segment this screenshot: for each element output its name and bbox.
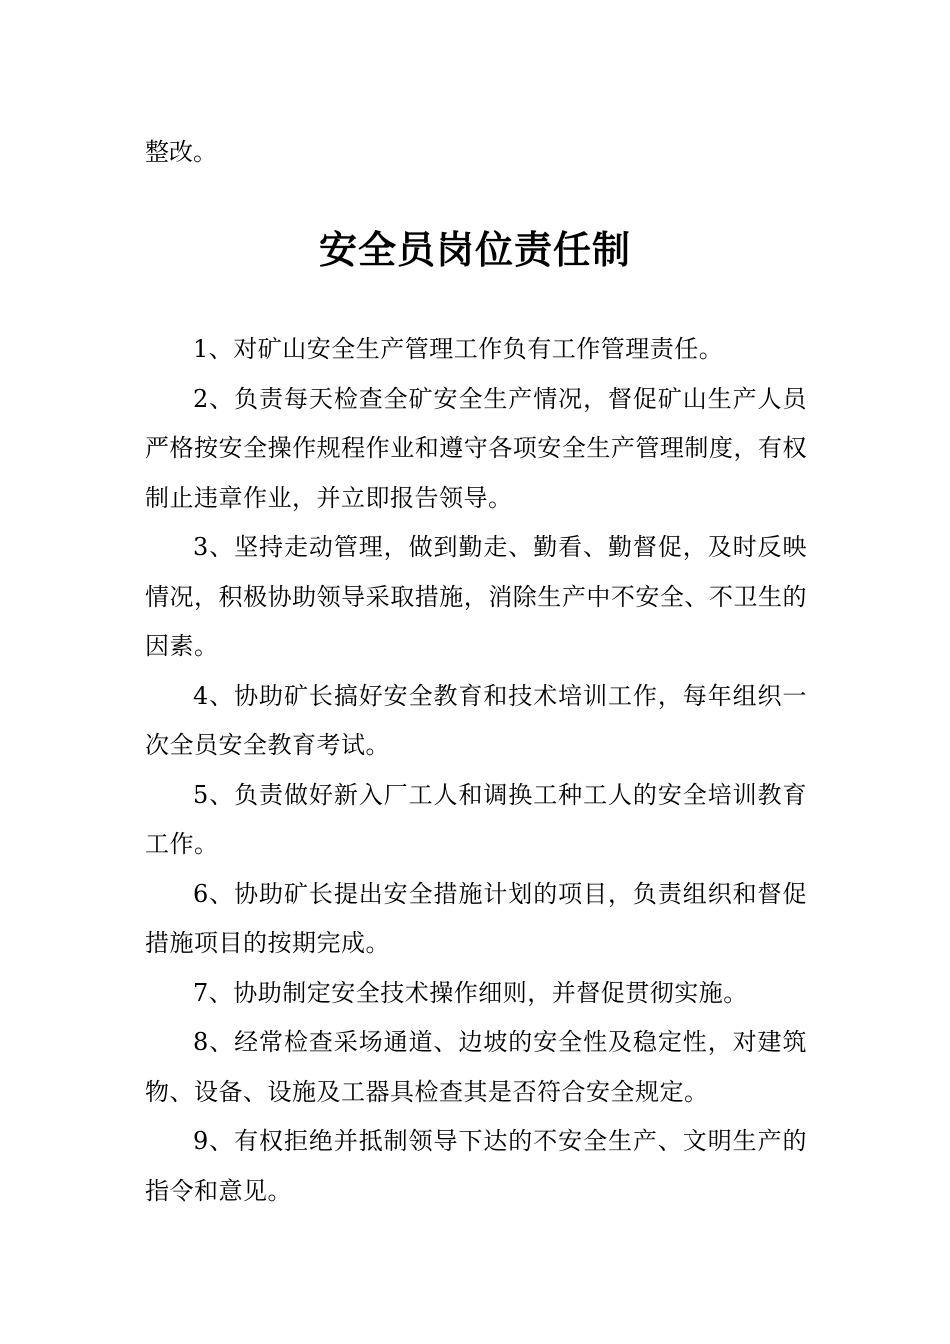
responsibility-item-1: 1、对矿山安全生产管理工作负有工作管理责任。 (193, 335, 724, 363)
responsibility-item-5: 5、负责做好新入厂工人和调换工种工人的安全培训教育工作。 (145, 780, 807, 858)
continuation-text: 整改。 (145, 138, 217, 166)
document-title: 安全员岗位责任制 (318, 228, 631, 272)
responsibility-item-8: 8、经常检查采场通道、边坡的安全性及稳定性，对建筑物、设备、设施及工器具检查其是否符合安全规定。 (145, 1028, 807, 1106)
responsibility-item-3: 3、坚持走动管理，做到勤走、勤看、勤督促，及时反映情况，积极协助领导采取措施，消除生产中不安全、不卫生的因素。 (145, 533, 807, 660)
responsibility-item-2: 2、负责每天检查全矿安全生产情况，督促矿山生产人员严格按安全操作规程作业和遵守各项安全生产管理制度，有权制止违章作业，并立即报告领导。 (145, 384, 807, 512)
responsibility-item-6: 6、协助矿长提出安全措施计划的项目，负责组织和督促措施项目的按期完成。 (145, 879, 807, 957)
responsibility-item-4: 4、协助矿长搞好安全教育和技术培训工作，每年组织一次全员安全教育考试。 (145, 681, 807, 759)
responsibility-item-7: 7、协助制定安全技术操作细则，并督促贯彻实施。 (193, 978, 748, 1007)
responsibility-item-9: 9、有权拒绝并抵制领导下达的不安全生产、文明生产的指令和意见。 (145, 1127, 807, 1205)
responsibility-list (145, 325, 807, 1216)
